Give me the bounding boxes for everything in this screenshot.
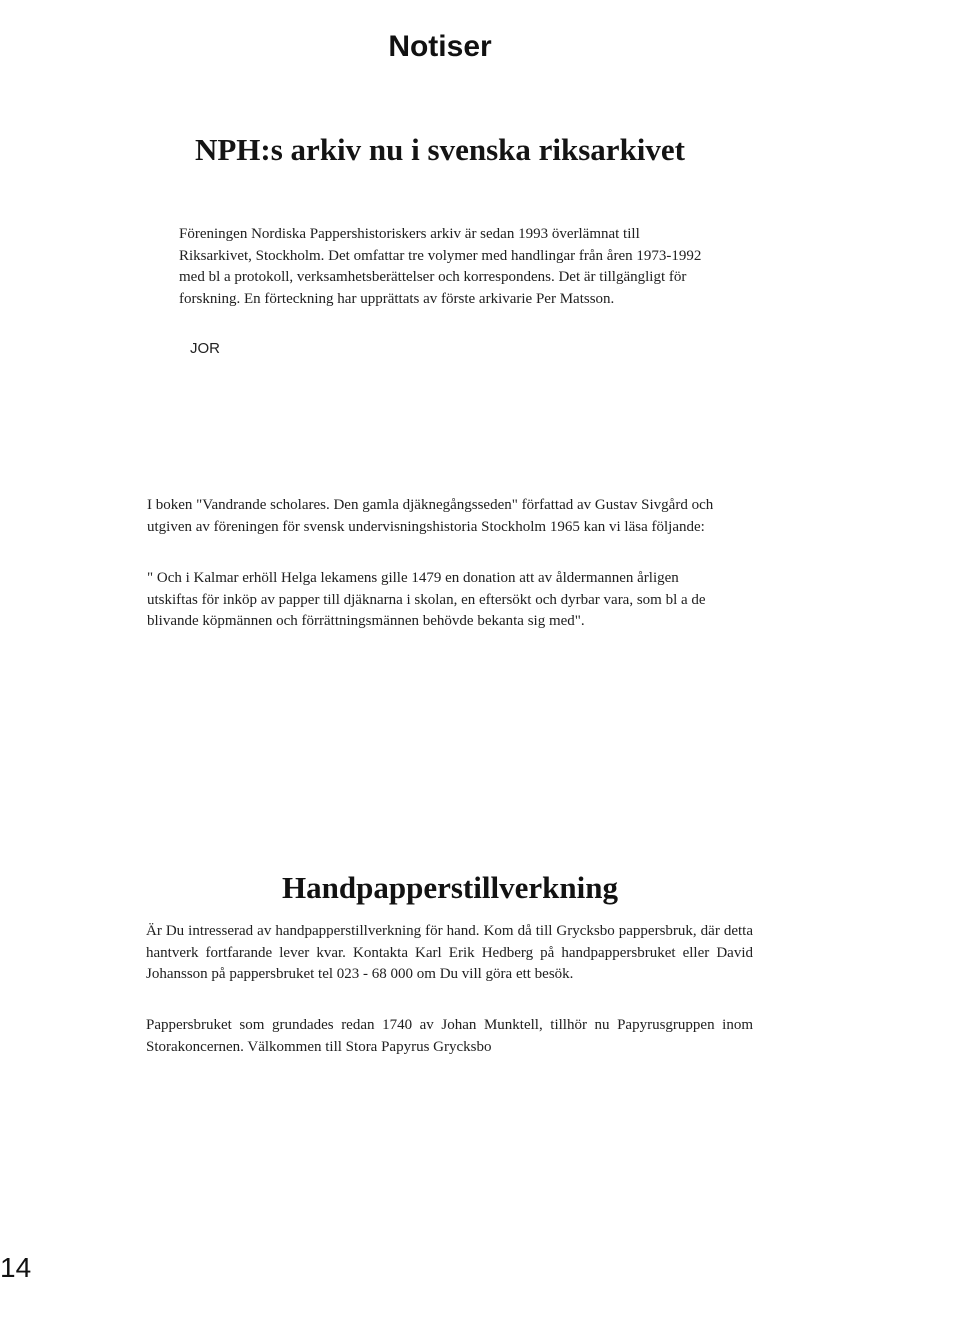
page-heading: Notiser [388,30,492,63]
author-signature: JOR [190,340,220,357]
article-title: NPH:s arkiv nu i svenska riksarkivet [194,132,686,167]
page-number: 14 [0,1252,32,1283]
article-body: Föreningen Nordiska Pappershistoriskers arkiv är sedan 1993 överlämnat till Riksarkivet, Stockholm. Det omfattar tre volymer med handlingar från åren 1973-1992 med bl a protokoll, verksamhetsberättelser och korrespondens. Det är tillgängligt för forskning. En förteckning har upprättats av förste arkivarie Per Matsson. [179,226,702,307]
article-title: Handpapperstillverkning [282,870,618,905]
article-intro: I boken "Vandrande scholares. Den gamla djäknegångsseden" författad av Gustav Sivgård och utgiven av föreningen för svensk undervisningshistoria Stockholm 1965 kan vi läsa följande: [147,497,714,535]
article-quote: " Och i Kalmar erhöll Helga lekamens gille 1479 en donation att av åldermannen årligen utskiftas för inköp av papper till djäknarna i skolan, en eftersökt och dyrbar vara, som bl a de blivande köpmännen och förrättningsmännen behövde bekanta sig med". [147,570,706,629]
article-paragraph: Är Du intresserad av handpapperstillverkning för hand. Kom då till Grycksbo pappersbruk, där detta hantverk fortfarande lever kvar. Kontakta Karl Erik Hedberg på handpappersbruket eller David Johansson på pappersbruket tel 023 - 68 000 om Du vill göra ett besök. [146,923,753,982]
article-paragraph: Pappersbruket som grundades redan 1740 av Johan Munktell, tillhör nu Papyrusgruppen inom Storakoncernen. Välkommen till Stora Papyrus Grycksbo [146,1017,753,1055]
